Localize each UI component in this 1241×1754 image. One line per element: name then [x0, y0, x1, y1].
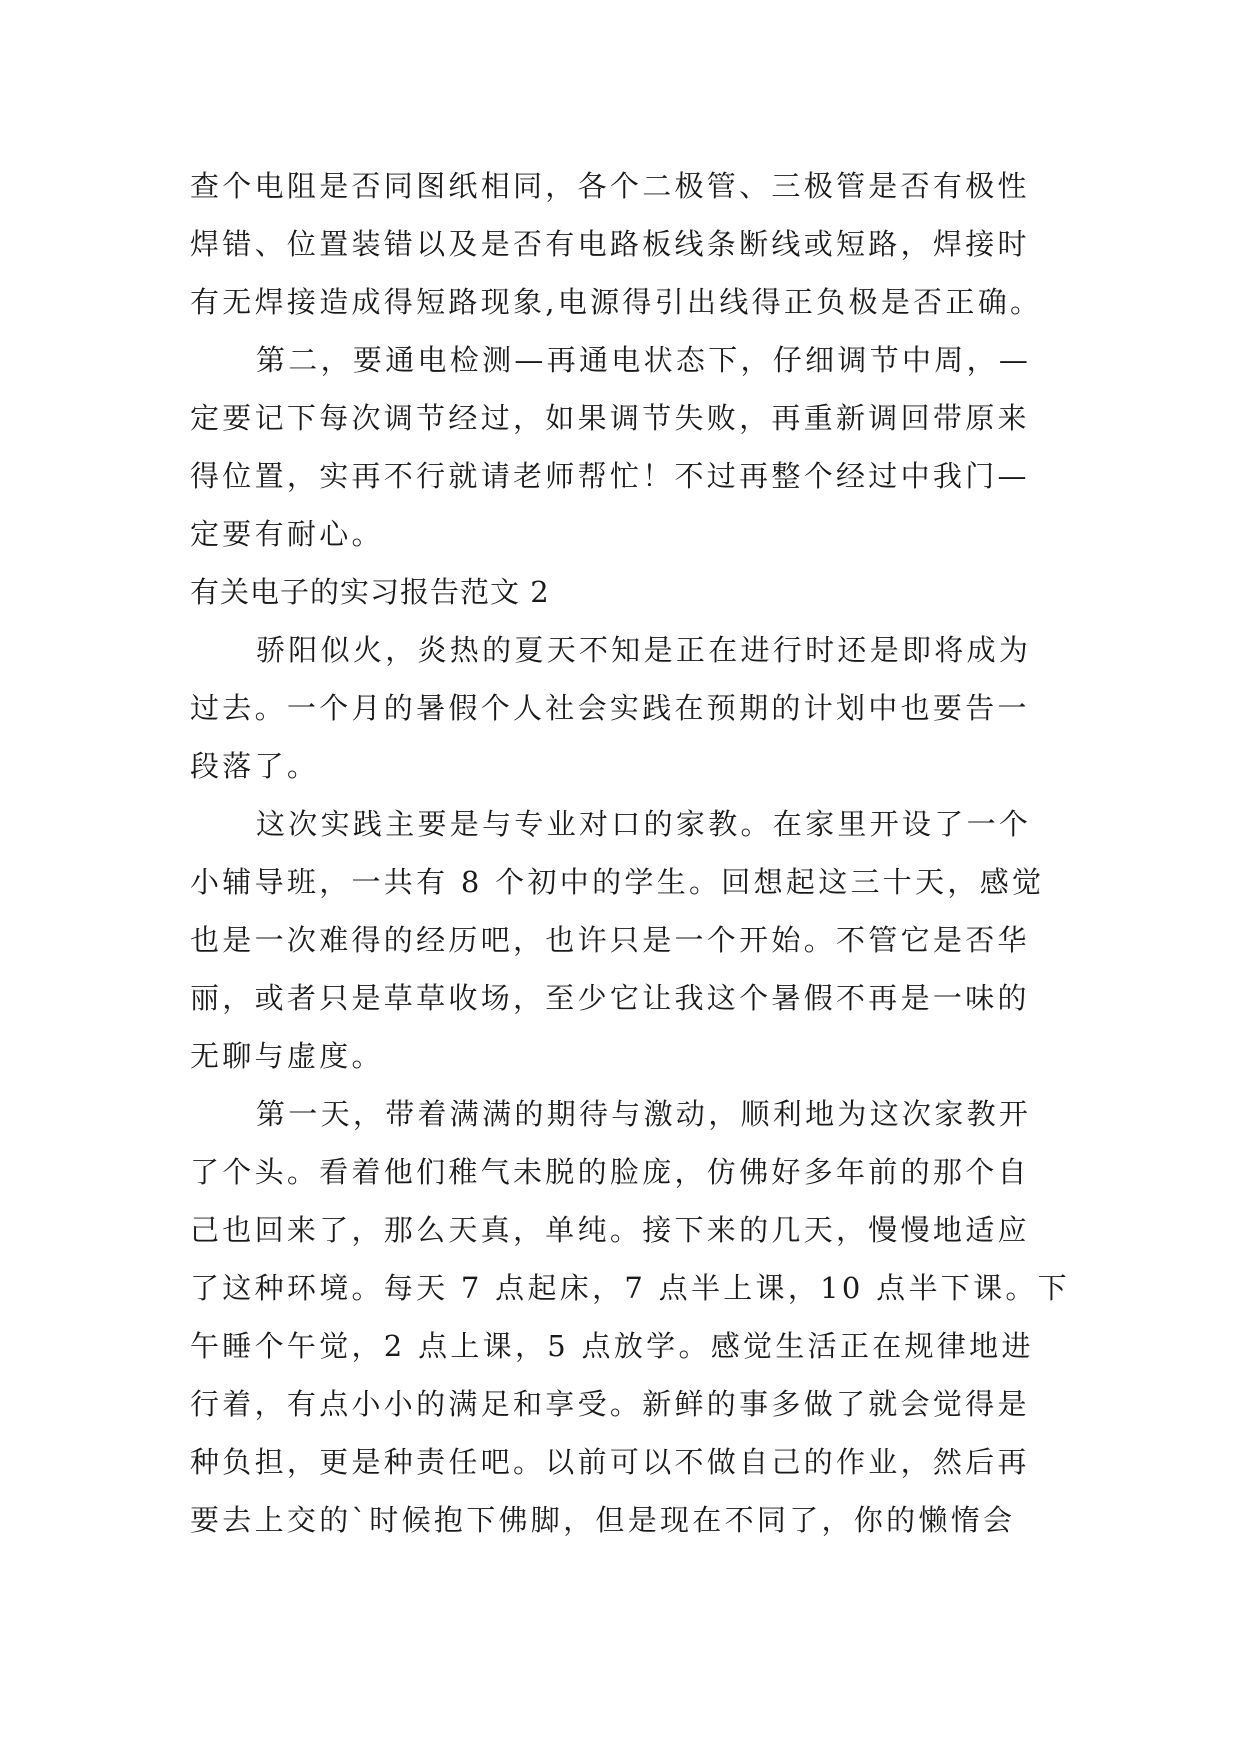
text-line: 第一天，带着满满的期待与激动，顺利地为这次家教开 — [256, 1097, 1032, 1131]
document-body — [190, 157, 1090, 1549]
text-line: 过去。一个月的暑假个人社会实践在预期的计划中也要告一 — [190, 691, 1030, 725]
text-line: 无聊与虚度。 — [190, 1039, 384, 1073]
text-line: 第二，要通电检测—再通电状态下，仔细调节中周，— — [256, 343, 1032, 377]
text-line: 定要有耐心。 — [190, 517, 384, 551]
text-line: 段落了。 — [190, 749, 320, 783]
text-line: 得位置，实再不行就请老师帮忙！不过再整个经过中我门— — [190, 459, 1030, 493]
text-line: 要去上交的`时候抱下佛脚，但是现在不同了，你的懒惰会 — [190, 1503, 1016, 1537]
text-line: 了个头。看着他们稚气未脱的脸庞，仿佛好多年前的那个自 — [190, 1155, 1030, 1189]
text-line: 查个电阻是否同图纸相同，各个二极管、三极管是否有极性 — [190, 169, 1030, 203]
text-line: 焊错、位置装错以及是否有电路板线条断线或短路，焊接时 — [190, 227, 1030, 261]
text-line: 了这种环境。每天 7 点起床，7 点半上课，10 点半下课。下 — [190, 1271, 1070, 1305]
section-heading: 有关电子的实习报告范文 2 — [190, 575, 550, 609]
text-line: 己也回来了，那么天真，单纯。接下来的几天，慢慢地适应 — [190, 1213, 1030, 1247]
text-line: 定要记下每次调节经过，如果调节失败，再重新调回带原来 — [190, 401, 1030, 435]
text-line: 骄阳似火，炎热的夏天不知是正在进行时还是即将成为 — [256, 633, 1032, 667]
text-line: 丽，或者只是草草收场，至少它让我这个暑假不再是一味的 — [190, 981, 1030, 1015]
text-line: 午睡个午觉，2 点上课，5 点放学。感觉生活正在规律地进 — [190, 1329, 1034, 1363]
text-line: 有无焊接造成得短路现象,电源得引出线得正负极是否正确。 — [190, 285, 1043, 319]
text-line: 小辅导班，一共有 8 个初中的学生。回想起这三十天，感觉 — [190, 865, 1045, 899]
text-line: 这次实践主要是与专业对口的家教。在家里开设了一个 — [256, 807, 1032, 841]
text-line: 种负担，更是种责任吧。以前可以不做自己的作业，然后再 — [190, 1445, 1030, 1479]
text-line: 行着，有点小小的满足和享受。新鲜的事多做了就会觉得是 — [190, 1387, 1030, 1421]
text-line: 也是一次难得的经历吧，也许只是一个开始。不管它是否华 — [190, 923, 1030, 957]
